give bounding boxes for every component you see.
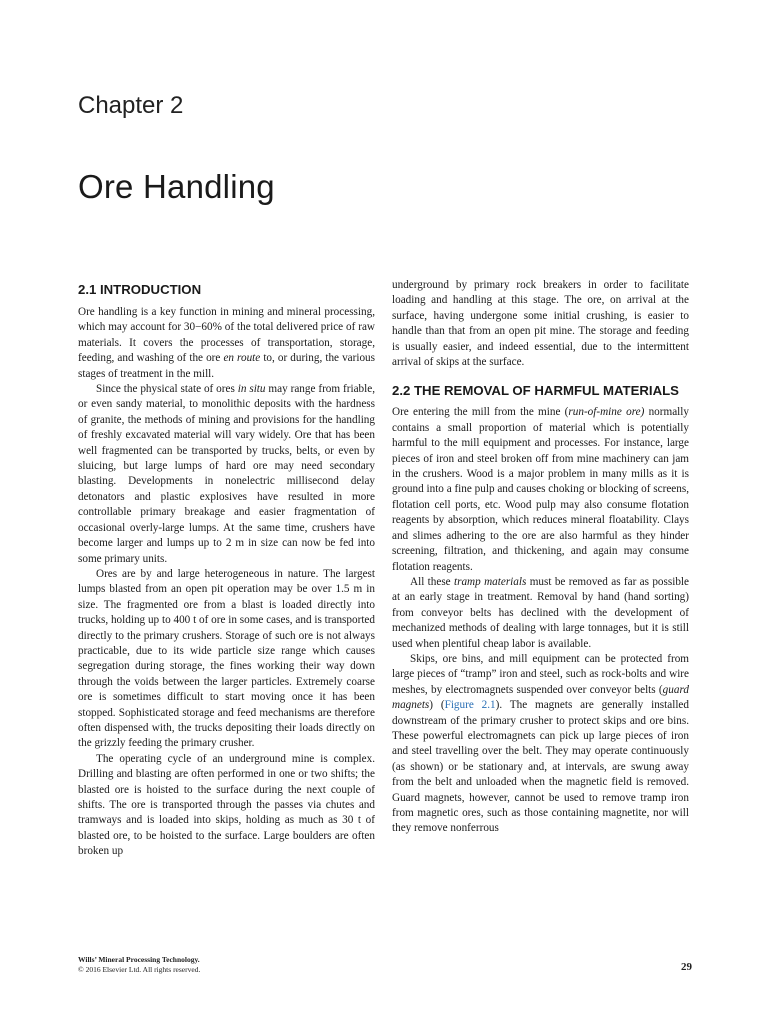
- paragraph: [78, 305, 375, 382]
- section-heading-removal: 2.2 THE REMOVAL OF HARMFUL MATERIALS: [392, 383, 679, 399]
- text-run: ) (: [429, 699, 445, 712]
- page-number: 29: [681, 961, 692, 973]
- text-run: ). The magnets are generally installed downstream of the primary crusher to protect skips and ore bins. These powerful electromagnets can pick up large pieces of iron and steel travelling over the belt. They may operate continuously (as shown) or be stationary and, at intervals, are swung away from the belt and unloaded when the magnetic field is removed. Guard magnets, however, cannot be used to remove tramp iron from magnetic ores, such as those containing magnetite, nor will they remove nonferrous: [392, 699, 689, 835]
- section-heading-introduction: 2.1 INTRODUCTION: [78, 282, 202, 297]
- italic-text: tramp materials: [454, 575, 527, 588]
- book-title: Wills’ Mineral Processing Technology.: [78, 955, 200, 964]
- paragraph: The operating cycle of an underground mine is complex. Drilling and blasting are often performed in one or two shifts; the blasted ore is hoisted to the surface during the next couple of shifts. The ore is transported through the passes via chutes and tramways and is loaded into skips, holding as much as 30 t of blasted ore, to be hoisted to the surface. Large boulders are often broken up: [78, 752, 375, 858]
- text-run: must be removed as far as possible at an early stage in treatment. Removal by hand (hand sorting) from conveyor belts has declined with the development of mechanized methods of dealing with large tonnages, but it is still used when plentiful cheap labor is available.: [392, 575, 690, 650]
- italic-text: guard magnets: [392, 683, 689, 712]
- italic-text: run-of-mine ore): [568, 406, 645, 419]
- paragraph: Ores are by and large heterogeneous in nature. The largest lumps blasted from an open pit operation may be over 1.5 m in size. The fragmented ore from a blast is loaded directly into trucks, holding up to 400 t of ore in some cases, and is transported directly to the primary crushers. Storage of such ore is not always practicable, due to its wide particle size range which causes segregation during storage, the fines working their way down through the voids between the larger particles. Extremely coarse ore is sometimes difficult to start moving once it has been stopped. Sophisticated storage and feed mechanisms are therefore often dispensed with, the trucks depositing their loads directly on the grizzly feeding the primary crusher.: [78, 567, 375, 750]
- paragraph: [78, 382, 375, 567]
- text-run: Ore entering the mill from the mine (: [392, 406, 569, 419]
- right-column: [392, 278, 689, 837]
- italic-text: en route: [223, 352, 261, 365]
- paragraph: [392, 405, 689, 574]
- copyright: © 2016 Elsevier Ltd. All rights reserved.: [78, 965, 201, 974]
- paragraph: [392, 575, 689, 652]
- left-column: [78, 280, 375, 860]
- text-run: to, or during, the various stages of treatment in the mill.: [78, 352, 375, 380]
- italic-text: in situ: [237, 383, 266, 396]
- paragraph-continued: underground by primary rock breakers in order to facilitate loading and handling at this stage. The ore, on arrival at the surface, having undergone some initial crushing, is easier to handle than that from an open pit mine. The storage and feeding is usually easier, and indeed essential, due to the intermittent arrival of skips at the surface.: [392, 279, 689, 369]
- figure-link[interactable]: Figure 2.1: [444, 699, 496, 712]
- text-run: Ore handling is a key function in mining and mineral processing, which may account for 30−60% of the total delivered price of raw materials. It covers the processes of transportation, storage, feeding, and washing of the ore: [78, 306, 375, 365]
- text-run: All these: [410, 575, 454, 588]
- chapter-title: Ore Handling: [78, 168, 275, 205]
- text-run: Skips, ore bins, and mill equipment can be protected from large pieces of “tramp” iron and steel, such as rock-bolts and wire meshes, by electromagnets suspended over conveyor belts (: [392, 652, 689, 696]
- chapter-number: Chapter 2: [78, 92, 184, 119]
- text-run: normally contains a small proportion of material which is potentially harmful to the mill equipment and processes. For instance, large pieces of iron and steel broken off from mine machinery can jam in the crushers. Wood is a major problem in many mills as it is ground into a fine pulp and causes choking or blocking of screens, flotation cell ports, etc. Wood pulp may also consume flotation reagents by absorption, which reduces mineral floatability. Clays and slimes adhering to the ore are also harmful as they hinder screening, filtration, and thickening, and again may consume flotation reagents.: [392, 406, 690, 573]
- footer: [78, 955, 200, 975]
- paragraph: [392, 652, 689, 837]
- text-run: may range from friable, or even sandy material, to monolithic deposits with the hardness of granite, the methods of mining and provisions for the handling of freshly excavated material will vary widely. Ore that has been well fragmented can be transported by trucks, belts, or even by sluicing, but large lumps of hard ore may need secondary blasting. Developments in nonelectric millisecond delay detonators and plastic explosives have resulted in more controllable primary breakage and easier fragmentation of occasional overly-large lumps. At the same time, crushers have become larger and lumps up to 2 m in size can now be fed into some primary units.: [78, 383, 375, 565]
- text-run: Since the physical state of ores: [96, 383, 238, 396]
